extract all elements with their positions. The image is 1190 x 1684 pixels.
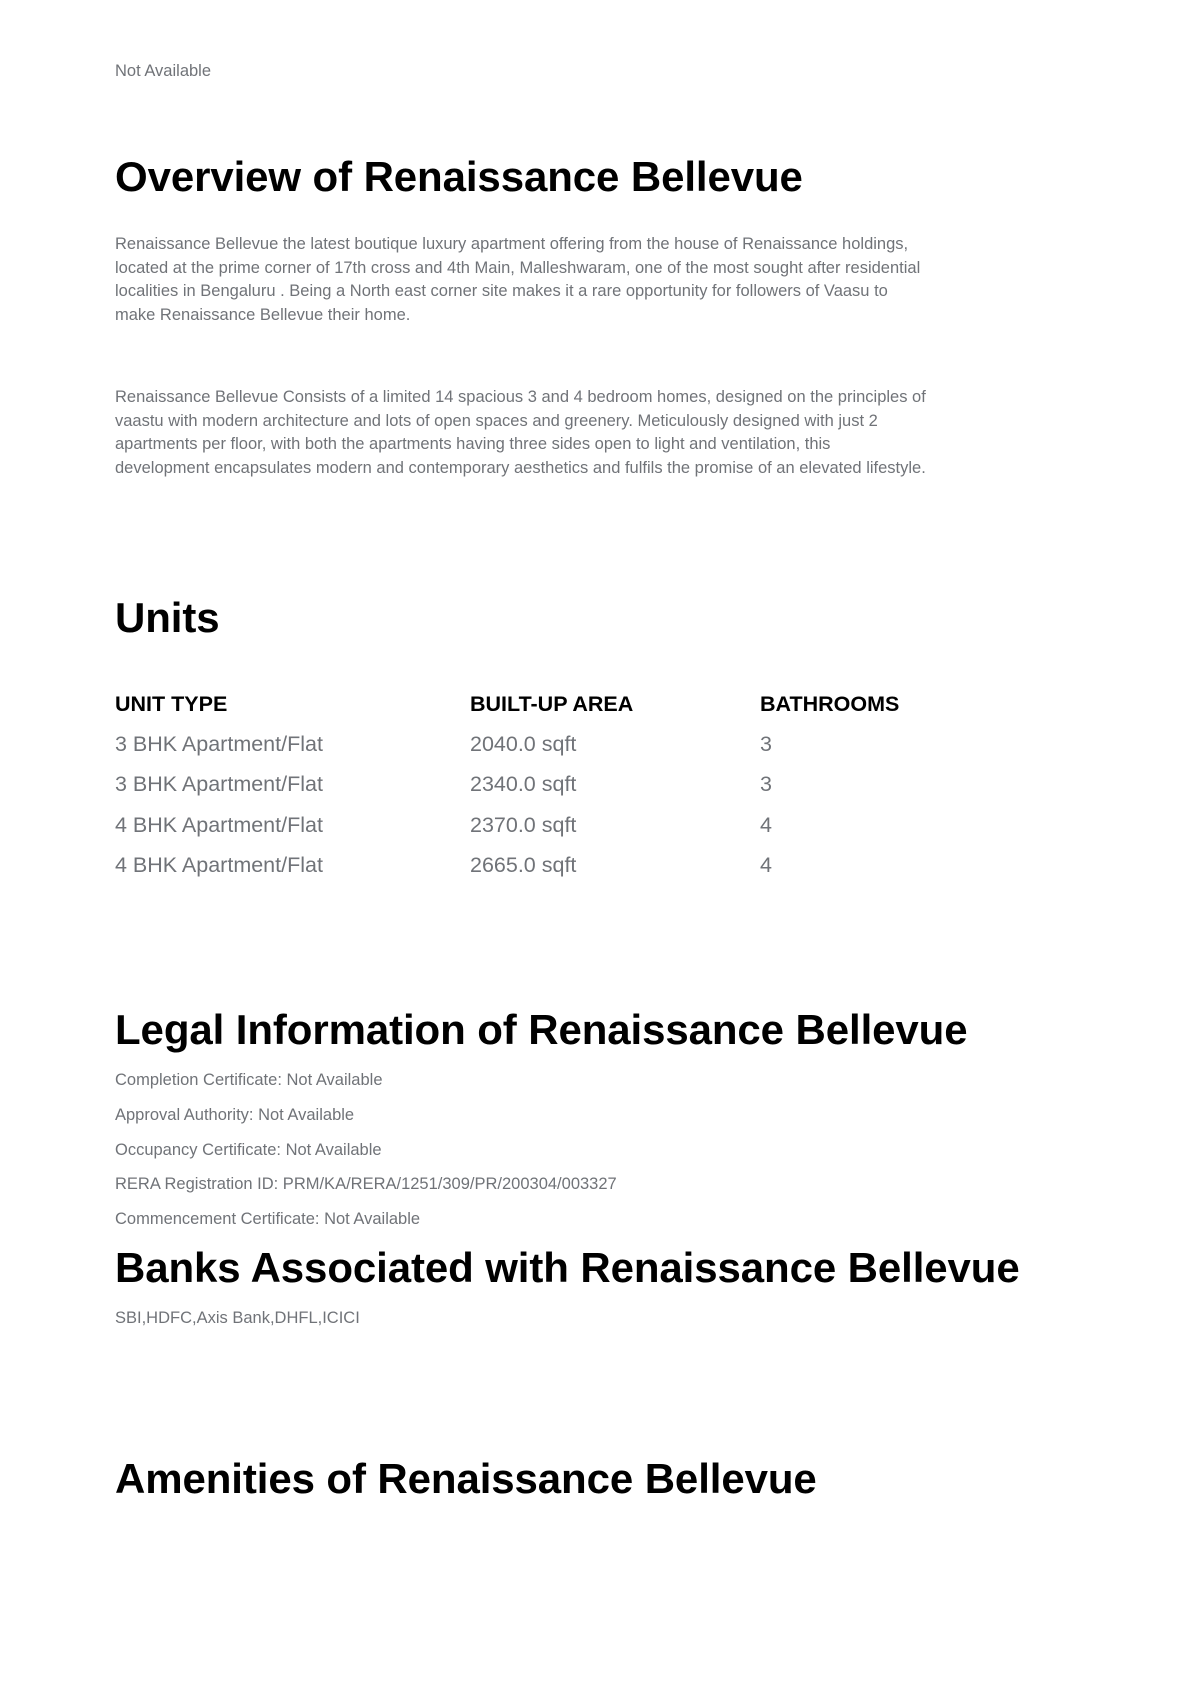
paragraph-line: located at the prime corner of 17th cross and 4th Main, Malleshwaram, one of the most sought after residential: [115, 258, 921, 277]
overview-paragraph-1: [115, 233, 1095, 327]
unit-type-cell: 4 BHK Apartment/Flat: [115, 853, 323, 878]
unit-type-cell: 4 BHK Apartment/Flat: [115, 812, 323, 837]
built-up-area-cell: 2040.0 sqft: [470, 732, 577, 757]
bathrooms-cell: 3: [760, 772, 772, 797]
legal-item-rera-registration-id: RERA Registration ID: PRM/KA/RERA/1251/309/PR/200304/003327: [115, 1175, 617, 1194]
paragraph-line: vaastu with modern architecture and lots of open spaces and greenery. Meticulously designed with just 2: [115, 411, 878, 430]
unit-type-cell: 3 BHK Apartment/Flat: [115, 732, 323, 757]
bathrooms-cell: 4: [760, 812, 772, 837]
legal-item-occupancy-certificate: Occupancy Certificate: Not Available: [115, 1140, 382, 1159]
banks-list: SBI,HDFC,Axis Bank,DHFL,ICICI: [115, 1309, 360, 1327]
paragraph-line: localities in Bengaluru . Being a North east corner site makes it a rare opportunity for followers of Vaasu to: [115, 282, 888, 301]
amenities-heading: Amenities of Renaissance Bellevue: [115, 1455, 817, 1502]
unit-type-cell: 3 BHK Apartment/Flat: [115, 772, 323, 797]
banks-heading: Banks Associated with Renaissance Bellevue: [115, 1244, 1020, 1291]
paragraph-line: apartments per floor, with both the apartments having three sides open to light and ventilation, this: [115, 435, 831, 454]
paragraph-line: Renaissance Bellevue Consists of a limited 14 spacious 3 and 4 bedroom homes, designed on the principles of: [115, 388, 926, 406]
paragraph-line: development encapsulates modern and contemporary aesthetics and fulfils the promise of an elevated lifestyle.: [115, 458, 926, 477]
units-heading: Units: [115, 594, 220, 641]
built-up-area-cell: 2665.0 sqft: [470, 853, 577, 878]
units-table-header-row: [115, 684, 960, 724]
overview-paragraph-2: [115, 386, 1095, 480]
table-row: [115, 805, 960, 845]
legal-item-commencement-certificate: Commencement Certificate: Not Available: [115, 1210, 421, 1229]
top-status-text: Not Available: [115, 62, 212, 80]
paragraph-line: make Renaissance Bellevue their home.: [115, 305, 411, 324]
table-row: [115, 724, 960, 764]
legal-heading: Legal Information of Renaissance Bellevue: [115, 1006, 968, 1053]
table-row: [115, 845, 960, 885]
legal-info-list: [115, 1063, 617, 1237]
table-row: [115, 764, 960, 804]
header-bathrooms: BATHROOMS: [760, 692, 900, 716]
built-up-area-cell: 2340.0 sqft: [470, 772, 577, 797]
bathrooms-cell: 4: [760, 853, 772, 878]
legal-item-completion-certificate: Completion Certificate: Not Available: [115, 1071, 383, 1089]
built-up-area-cell: 2370.0 sqft: [470, 812, 577, 837]
header-unit-type: UNIT TYPE: [115, 692, 228, 716]
legal-item-approval-authority: Approval Authority: Not Available: [115, 1105, 355, 1124]
paragraph-line: Renaissance Bellevue the latest boutique luxury apartment offering from the house of Renaissance holdings,: [115, 235, 909, 253]
overview-heading: Overview of Renaissance Bellevue: [115, 153, 803, 200]
header-built-up-area: BUILT-UP AREA: [470, 692, 634, 716]
units-table: [115, 684, 960, 885]
bathrooms-cell: 3: [760, 732, 772, 757]
